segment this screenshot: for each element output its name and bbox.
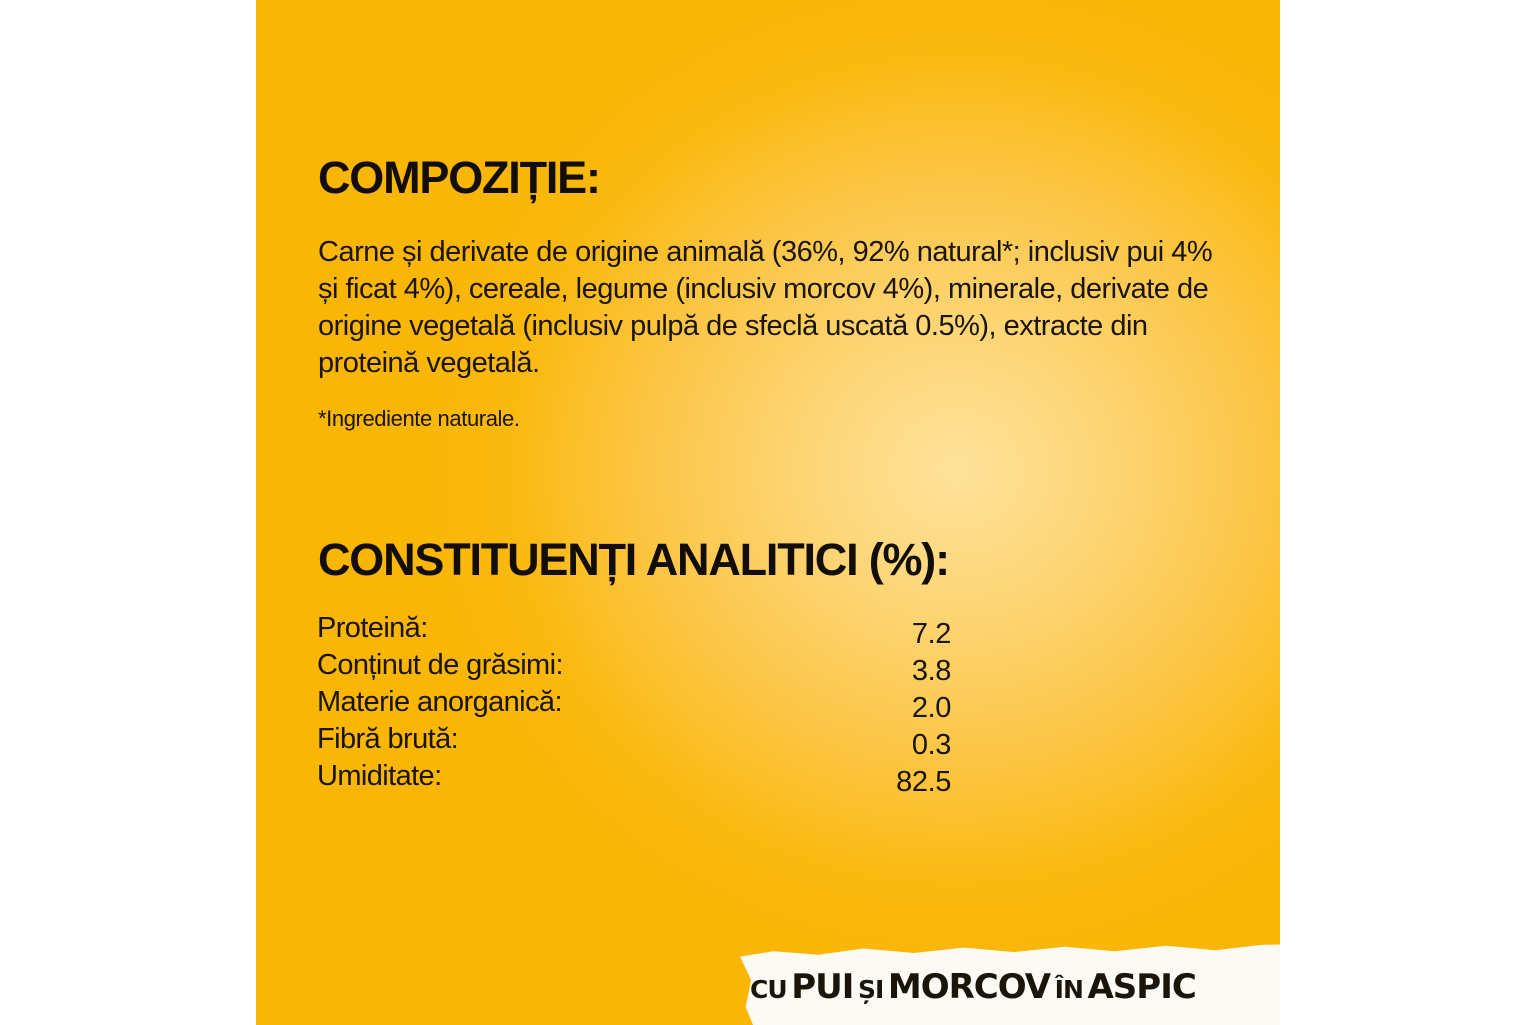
composition-text: Carne și derivate de origine animală (36%, 92% natural*; inclusiv pui 4% și ficat 4%), cereale, legume (inclusiv morcov 4%), minerale, derivate de origine vegetală (inclusiv pulpă de sfeclă uscată 0.5%), extracte din proteină vegetală. [318,236,1213,379]
row-value: 3.8 [911,655,951,687]
row-label: Fibră brută: [317,723,459,755]
table-row [317,723,951,760]
row-label: Materie anorganică: [317,686,562,718]
composition-title: COMPOZIȚIE: [318,152,600,203]
row-label: Proteină: [317,612,428,644]
table-row [317,760,951,797]
row-value: 82.5 [896,766,951,798]
banner-word: ÎN [1054,975,1083,1004]
banner-word: PUI [791,967,854,1007]
analytical-constituents-title: CONSTITUENȚI ANALITICI (%): [318,534,949,585]
banner-word: CU [750,975,787,1004]
banner-word: ȘI [858,975,884,1004]
row-label: Umiditate: [317,760,442,792]
table-row [317,649,951,686]
row-label: Conținut de grăsimi: [317,649,563,681]
row-value: 7.2 [911,618,951,650]
table-row [317,612,951,649]
banner-word: MORCOV [887,967,1051,1007]
product-info-panel [256,0,1280,1025]
analytical-constituents-table [317,612,951,797]
row-value: 2.0 [911,692,951,724]
natural-ingredients-note: *Ingrediente naturale. [318,406,520,431]
table-row [317,686,951,723]
banner-word: ASPIC [1087,967,1196,1007]
product-name-text [750,967,1196,1007]
row-value: 0.3 [911,729,951,761]
